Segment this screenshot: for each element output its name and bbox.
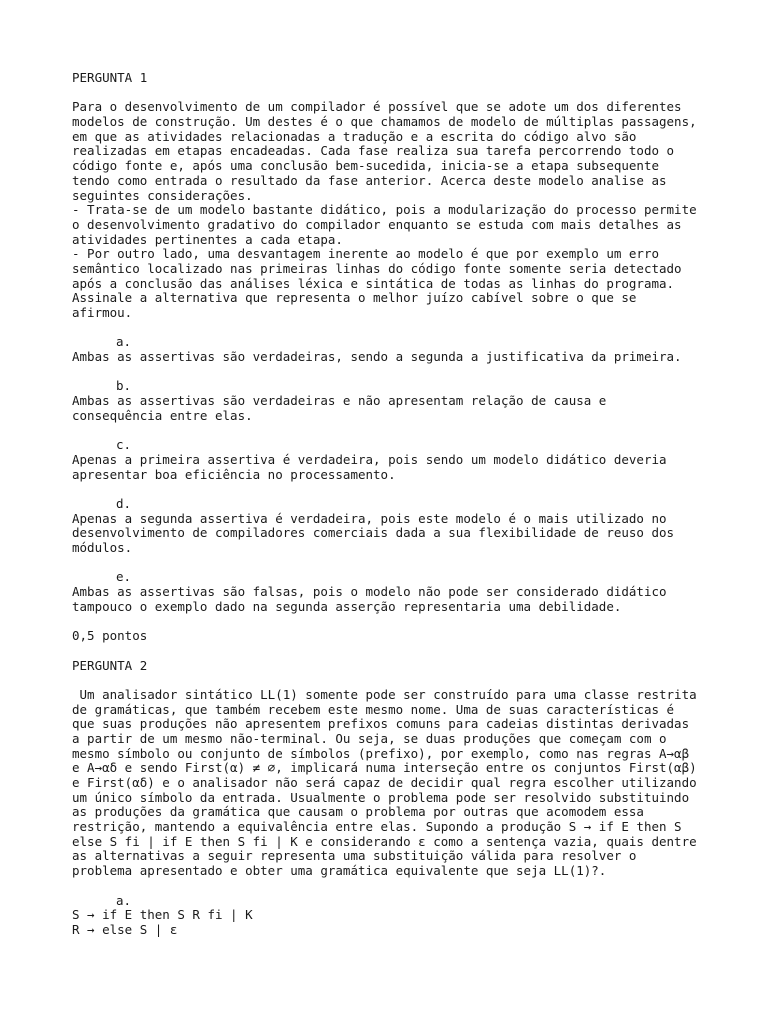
body-line: e A→αδ e sendo First(α) ≠ ∅, implicará numa interseção entre os conjuntos First(αβ) (72, 760, 697, 776)
option-text: consequência entre elas. (72, 407, 253, 423)
body-line: após a conclusão das análises léxica e sintática de todas as linhas do programa. (72, 275, 675, 291)
question-1-title: PERGUNTA 1 (72, 70, 148, 85)
option-letter: b. (116, 378, 132, 394)
option-letter: c. (116, 437, 132, 453)
body-line: que suas produções não apresentem prefixos comuns para cadeias distintas derivadas (72, 716, 690, 732)
body-line: seguintes considerações. (72, 187, 253, 203)
option-letter: a. (116, 892, 132, 908)
body-line: realizadas em etapas encadeadas. Cada fase realiza sua tarefa percorrendo todo o (72, 143, 675, 159)
question-1-option-a[interactable] (72, 335, 732, 364)
body-line: o desenvolvimento gradativo do compilador enquanto se estuda com mais detalhes as (72, 216, 682, 232)
body-line: e First(αδ) e o analisador não será capaz de decidir qual regra escolher utilizando (72, 775, 697, 790)
body-line: as alternativas a seguir representa uma substituição válida para resolver o (72, 848, 637, 864)
document-page (72, 71, 732, 938)
body-line: um único símbolo da entrada. Usualmente o problema pode ser resolvido substituindo (72, 789, 690, 805)
option-text: Ambas as assertivas são verdadeiras, sendo a segunda a justificativa da primeira. (72, 349, 682, 365)
body-line: em que as atividades relacionadas a tradução e a escrita do código alvo são (72, 128, 637, 144)
option-text: R → else S | ε (72, 921, 178, 937)
body-line: problema apresentado e obter uma gramática equivalente que seja LL(1)?. (72, 863, 607, 879)
body-line: mesmo símbolo ou conjunto de símbolos (prefixo), por exemplo, como nas regras A→αβ (72, 745, 690, 761)
option-text: Apenas a segunda assertiva é verdadeira, pois este modelo é o mais utilizado no (72, 510, 667, 526)
option-text: módulos. (72, 540, 133, 555)
question-1-points: 0,5 pontos (72, 628, 148, 644)
question-1-option-c[interactable] (72, 438, 732, 482)
option-text: tampouco o exemplo dado na segunda asserção representaria uma debilidade. (72, 598, 622, 614)
option-text: apresentar boa eficiência no processamento. (72, 466, 396, 482)
option-text: Apenas a primeira assertiva é verdadeira, pois sendo um modelo didático deveria (72, 451, 667, 467)
option-text: Ambas as assertivas são falsas, pois o modelo não pode ser considerado didático (72, 584, 667, 600)
body-line: tendo como entrada o resultado da fase anterior. Acerca deste modelo analise as (72, 172, 667, 188)
option-text: S → if E then S R fi | K (72, 907, 253, 923)
body-line: código fonte e, após uma conclusão bem-sucedida, inicia-se a etapa subsequente (72, 158, 659, 174)
option-letter: a. (116, 334, 132, 350)
body-line: as produções da gramática que causam o problema por outras que acomodem essa (72, 804, 644, 820)
body-line: restrição, mantendo a equivalência entre elas. Supondo a produção S → if E then S (72, 819, 682, 835)
option-text: desenvolvimento de compiladores comerciais dada a sua flexibilidade de reuso dos (72, 525, 675, 541)
body-line: modelos de construção. Um destes é o que chamamos de modelo de múltiplas passagens, (72, 114, 697, 130)
question-2-option-a[interactable] (72, 894, 732, 938)
option-letter: e. (116, 569, 132, 585)
body-line: Para o desenvolvimento de um compilador é possível que se adote um dos diferentes (72, 99, 682, 115)
body-line: semântico localizado nas primeiras linhas do código fonte somente seria detectado (72, 260, 682, 276)
body-line: afirmou. (72, 305, 133, 320)
body-line: atividades pertinentes a cada etapa. (72, 231, 343, 247)
option-letter: d. (116, 495, 132, 511)
question-1-option-b[interactable] (72, 379, 732, 423)
body-line: - Trata-se de um modelo bastante didático, pois a modularização do processo permite (72, 202, 697, 218)
body-line: a partir de um mesmo não-terminal. Ou seja, se duas produções que começam com o (72, 730, 667, 746)
question-1-body (72, 100, 732, 320)
question-1-option-d[interactable] (72, 497, 732, 556)
body-line: else S fi | if E then S fi | K e considerando ε como a sentença vazia, quais dentre (72, 833, 697, 849)
body-line: de gramáticas, que também recebem este mesmo nome. Uma de suas características é (72, 701, 675, 717)
question-2-body (72, 688, 732, 879)
question-2-title: PERGUNTA 2 (72, 657, 148, 673)
option-text: Ambas as assertivas são verdadeiras e não apresentam relação de causa e (72, 393, 607, 409)
body-line: Assinale a alternativa que representa o melhor juízo cabível sobre o que se (72, 290, 637, 306)
question-1-option-e[interactable] (72, 570, 732, 614)
body-line: Um analisador sintático LL(1) somente pode ser construído para uma classe restrita (72, 686, 697, 702)
body-line: - Por outro lado, uma desvantagem inerente ao modelo é que por exemplo um erro (72, 246, 659, 262)
